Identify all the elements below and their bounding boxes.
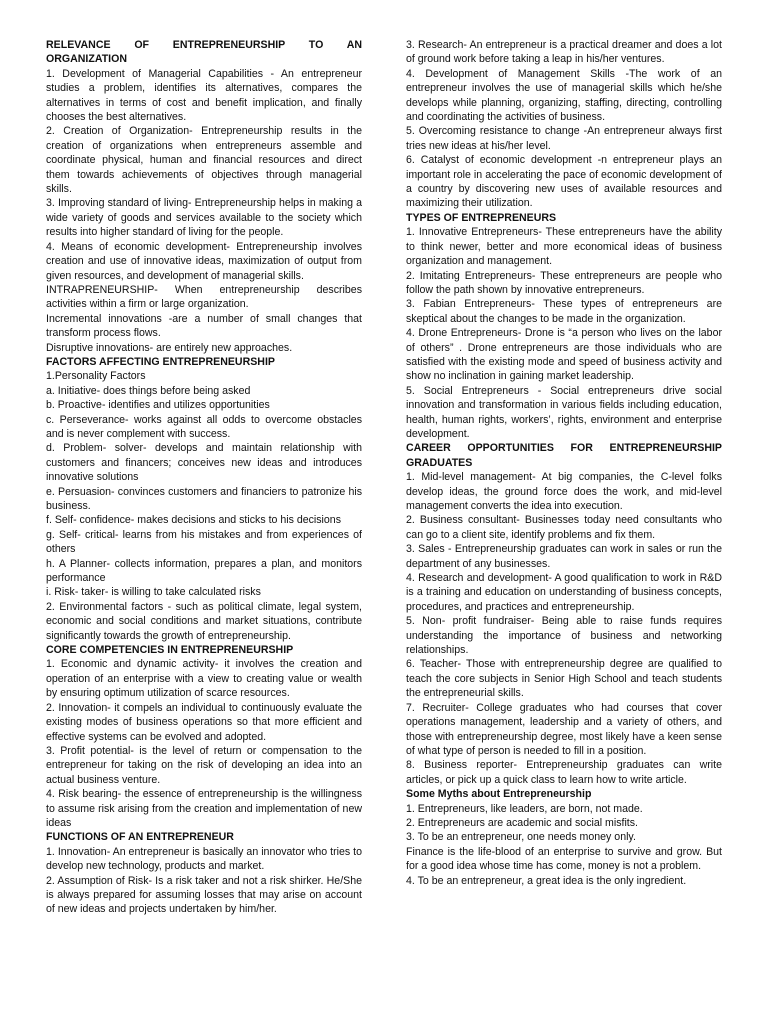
section-heading: CORE COMPETENCIES IN ENTREPRENEURSHIP <box>46 644 294 657</box>
paragraph: a. Initiative- does things before being asked <box>46 384 251 397</box>
paragraph: Disruptive innovations- are entirely new approaches. <box>46 341 293 354</box>
paragraph: 4. Research and development- A good qualification to work in R&D is a training and education on understanding of business concepts, procedures, and practices and entrepreneurship. <box>406 572 722 613</box>
paragraph: 7. Recruiter- College graduates who had courses that cover operations management, leadership and a variety of others, and those with entrepreneurship degree, most likely have a keen sense of what type of person is needed to fill in a position. <box>406 701 722 757</box>
paragraph: 3. Research- An entrepreneur is a practical dreamer and does a lot of ground work before taking a leap in his/her ventures. <box>406 39 722 66</box>
paragraph: 1. Mid-level management- At big companies, the C-level folks develop ideas, the ground force does the work, and mid-level management converts the idea into execution. <box>406 471 722 512</box>
section-heading: FACTORS AFFECTING ENTREPRENEURSHIP <box>46 355 275 368</box>
paragraph: 3. To be an entrepreneur, one needs money only. <box>406 831 636 844</box>
paragraph: d. Problem- solver- develops and maintain relationship with customers and financers; conceives new ideas and introduces innovative solutions <box>46 442 362 484</box>
paragraph: 2. Assumption of Risk- Is a risk taker and not a risk shirker. He/She is always prepared for assuming losses that may arise on account of new ideas and projects undertaken by him/her. <box>46 874 362 916</box>
paragraph: 4. To be an entrepreneur, a great idea is the only ingredient. <box>406 874 687 887</box>
paragraph: 2. Business consultant- Businesses today need consultants who can go to a client site, identify problems and fix them. <box>406 514 722 541</box>
paragraph: 1. Entrepreneurs, like leaders, are born, not made. <box>406 802 643 815</box>
paragraph: 5. Overcoming resistance to change -An entrepreneur always first tries new ideas at his/her level. <box>406 125 722 152</box>
paragraph: 1.Personality Factors <box>46 370 146 383</box>
section-heading: FUNCTIONS OF AN ENTREPRENEUR <box>46 831 234 844</box>
paragraph: f. Self- confidence- makes decisions and sticks to his decisions <box>46 514 341 527</box>
paragraph: 5. Social Entrepreneurs - Social entrepreneurs drive social innovation and transformation in various fields including education, health, human rights, workers’, rights, environment and enterprise development. <box>406 384 722 440</box>
paragraph: e. Persuasion- convinces customers and financiers to patronize his business. <box>46 485 362 512</box>
paragraph: 6. Teacher- Those with entrepreneurship degree are qualified to teach the core subjects in Senior High School and teach students the entrepreneurial skills. <box>406 658 722 700</box>
section-heading: TYPES OF ENTREPRENEURS <box>406 211 557 224</box>
paragraph: 1. Innovation- An entrepreneur is basically an innovator who tries to develop new technology, products and market. <box>46 845 362 873</box>
paragraph: 5. Non- profit fundraiser- Being able to raise funds requires understanding the importance of business and networking relationships. <box>406 615 722 657</box>
paragraph: INTRAPRENEURSHIP- When entrepreneurship describes activities within a firm or large organization. <box>46 283 362 311</box>
paragraph: 4. Means of economic development- Entrepreneurship involves creation and use of innovative ideas, maximization of output from given resources, and development of managerial skills. <box>46 240 362 282</box>
paragraph: b. Proactive- identifies and utilizes opportunities <box>46 399 270 412</box>
paragraph: Finance is the life-blood of an enterprise to survive and grow. But for a good idea whose time has come, money is not a problem. <box>406 845 722 873</box>
paragraph: 1. Development of Managerial Capabilities - An entrepreneur studies a problem, identifies its alternatives, compares the alternatives in terms of cost and benefit implication, and finally chooses the best alternatives. <box>46 67 362 124</box>
paragraph: 8. Business reporter- Entrepreneurship graduates can write articles, or pick up a quick class to learn how to write article. <box>406 759 722 786</box>
paragraph: 1. Economic and dynamic activity- it involves the creation and operation of an enterprise with a view to creating value or wealth by ensuring optimum utilization of scarce resources. <box>46 658 362 700</box>
paragraph: i. Risk- taker- is willing to take calculated risks <box>46 586 261 599</box>
paragraph: g. Self- critical- learns from his mistakes and from experiences of others <box>46 528 362 556</box>
paragraph: 6. Catalyst of economic development -n entrepreneur plays an important role in accelerating the pace of economic development of a country by discovering new uses of available resources and maximizing their utilization. <box>406 154 722 210</box>
section-heading: Some Myths about Entrepreneurship <box>406 788 592 801</box>
left-column <box>46 38 362 917</box>
paragraph: 1. Innovative Entrepreneurs- These entrepreneurs have the ability to think newer, better and more economical ideas of business organization and management. <box>406 226 722 268</box>
paragraph: 2. Imitating Entrepreneurs- These entrepreneurs are people who follow the path shown by innovative entrepreneurs. <box>406 269 722 296</box>
paragraph: 3. Profit potential- is the level of return or compensation to the entrepreneur for taking on the risk of developing an idea into an actual business venture. <box>46 744 362 786</box>
paragraph: 4. Risk bearing- the essence of entrepreneurship is the willingness to assume risk arising from the creation and implementation of new ideas <box>46 788 362 829</box>
section-heading: RELEVANCE OF ENTREPRENEURSHIP TO AN ORGANIZATION <box>46 39 362 66</box>
section-heading: CAREER OPPORTUNITIES FOR ENTREPRENEURSHIP GRADUATES <box>406 442 722 469</box>
paragraph: 3. Fabian Entrepreneurs- These types of entrepreneurs are skeptical about the changes to be made in the organization. <box>406 298 722 325</box>
paragraph: 3. Improving standard of living- Entrepreneurship helps in making a wide variety of goods and services available to the society which results into higher standard of living for the people. <box>46 197 362 239</box>
paragraph: 3. Sales - Entrepreneurship graduates can work in sales or run the department of any businesses. <box>406 543 722 570</box>
paragraph: 2. Entrepreneurs are academic and social misfits. <box>406 816 638 829</box>
paragraph: 2. Creation of Organization- Entrepreneurship results in the creation of organizations when entrepreneurs assemble and coordinate physical, human and financial resources and direct them towards achievements of objectives through managerial skills. <box>46 125 362 196</box>
paragraph: 2. Innovation- it compels an individual to continuously evaluate the existing modes of business operations so that more efficient and effective systems can be evolved and adopted. <box>46 701 362 743</box>
paragraph: c. Perseverance- works against all odds to overcome obstacles and is never complement with success. <box>46 413 362 440</box>
right-column <box>406 38 722 888</box>
paragraph: h. A Planner- collects information, prepares a plan, and monitors performance <box>46 557 362 585</box>
paragraph: 4. Development of Management Skills -The work of an entrepreneur involves the use of managerial skills which he/she develops while planning, organizing, staffing, directing, controlling and coordinating the activities of business. <box>406 67 722 124</box>
paragraph: 4. Drone Entrepreneurs- Drone is “a person who lives on the labor of others” . Drone entrepreneurs are those individuals who are satisfied with the existing mode and speed of business activity and show no inclination in gaining market leadership. <box>406 327 722 383</box>
paragraph: Incremental innovations -are a number of small changes that transform process flows. <box>46 312 362 340</box>
paragraph: 2. Environmental factors - such as political climate, legal system, economic and social conditions and market situations, contribute significantly towards the growth of entrepreneurship. <box>46 600 362 642</box>
